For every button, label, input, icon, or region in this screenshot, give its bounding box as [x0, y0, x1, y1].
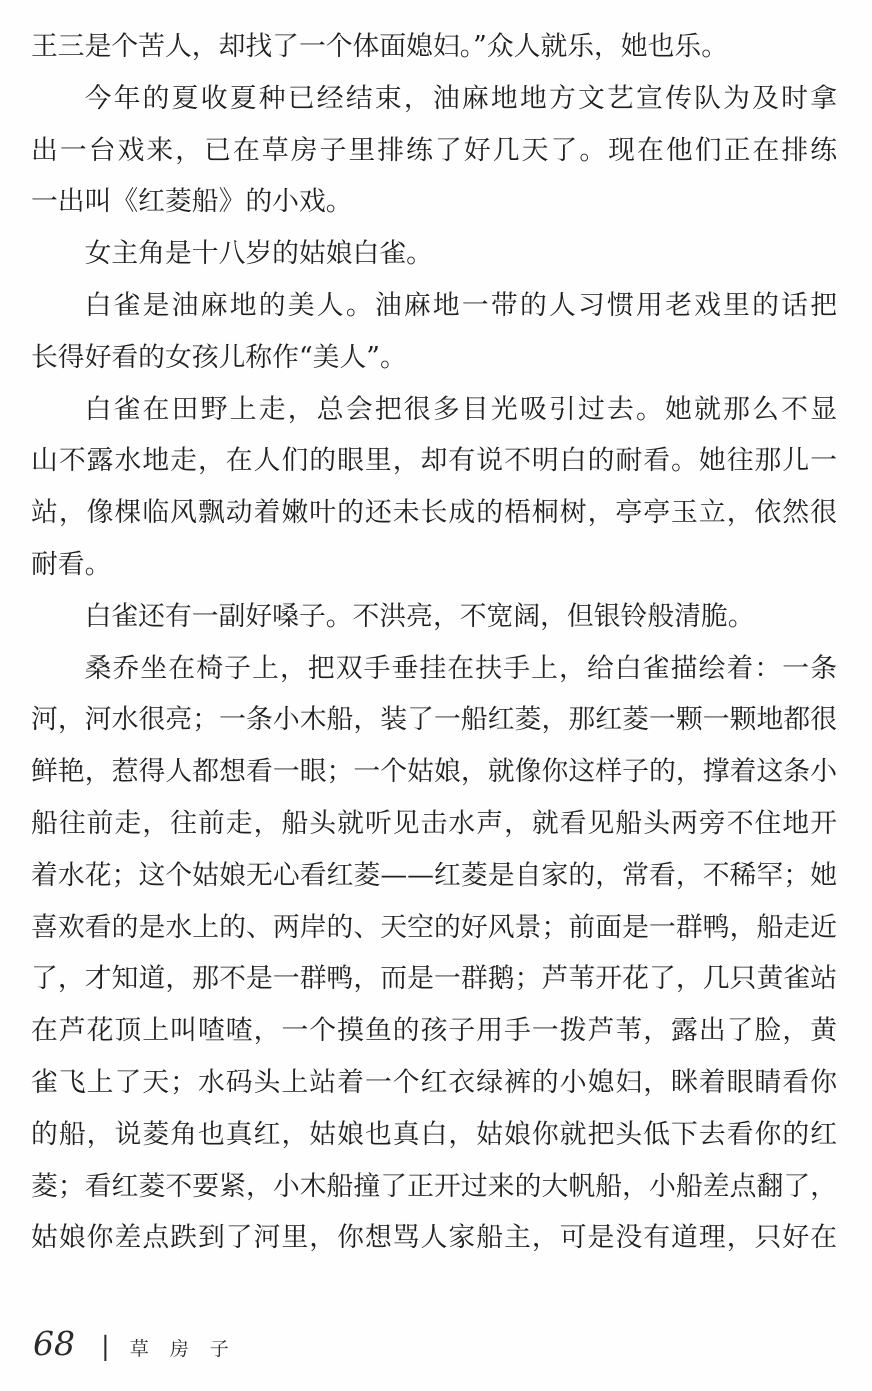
text-line: 了，才知道，那不是一群鸭，而是一群鹅；芦苇开花了，几只黄雀站 [31, 963, 837, 995]
text-line: 雀飞上了天；水码头上站着一个红衣绿裤的小媳妇，眯着眼睛看你 [31, 1066, 837, 1098]
text-line: 今年的夏收夏种已经结束，油麻地地方文艺宣传队为及时拿 [84, 82, 837, 114]
text-column [31, 21, 837, 1264]
book-title: 草房子 [129, 1338, 250, 1360]
text-line: 出一台戏来，已在草房子里排练了好几天了。现在他们正在排练 [31, 134, 837, 166]
text-line: 姑娘你差点跌到了河里，你想骂人家船主，可是没有道理，只好在 [31, 1222, 837, 1254]
text-line: 船往前走，往前走，船头就听见击水声，就看见船头两旁不住地开 [31, 807, 837, 839]
text-line: 白雀还有一副好嗓子。不洪亮，不宽阔，但银铃般清脆。 [84, 600, 755, 632]
footer-separator: | [101, 1332, 110, 1362]
text-line: 女主角是十八岁的姑娘白雀。 [84, 238, 433, 270]
text-line: 站，像棵临风飘动着嫩叶的还未长成的梧桐树，亭亭玉立，依然很 [31, 497, 837, 529]
text-line: 一出叫《红菱船》的小戏。 [31, 186, 353, 218]
page-footer [33, 1324, 250, 1364]
text-line: 着水花；这个姑娘无心看红菱——红菱是自家的，常看，不稀罕；她 [31, 859, 837, 891]
text-line: 白雀是油麻地的美人。油麻地一带的人习惯用老戏里的话把 [84, 289, 837, 321]
page-number: 68 [33, 1324, 75, 1363]
text-line: 长得好看的女孩儿称作“美人”。 [31, 341, 407, 373]
text-line: 白雀在田野上走，总会把很多目光吸引过去。她就那么不显 [84, 393, 837, 425]
text-line: 喜欢看的是水上的、两岸的、天空的好风景；前面是一群鸭，船走近 [31, 911, 837, 943]
text-line: 耐看。 [31, 548, 112, 580]
text-line: 鲜艳，惹得人都想看一眼；一个姑娘，就像你这样子的，撑着这条小 [31, 756, 837, 788]
text-line: 桑乔坐在椅子上，把双手垂挂在扶手上，给白雀描绘着：一条 [84, 652, 837, 684]
text-line: 的船，说菱角也真红，姑娘也真白，姑娘你就把头低下去看你的红 [31, 1118, 837, 1150]
text-line: 菱；看红菱不要紧，小木船撞了正开过来的大帆船，小船差点翻了， [31, 1170, 837, 1202]
text-line: 在芦花顶上叫喳喳，一个摸鱼的孩子用手一拨芦苇，露出了脸，黄 [31, 1015, 837, 1047]
text-line: 王三是个苦人，却找了一个体面媳妇。”众人就乐，她也乐。 [31, 31, 729, 62]
text-line: 山不露水地走，在人们的眼里，却有说不明白的耐看。她往那儿一 [31, 445, 837, 477]
text-line: 河，河水很亮；一条小木船，装了一船红菱，那红菱一颗一颗地都很 [31, 704, 837, 736]
